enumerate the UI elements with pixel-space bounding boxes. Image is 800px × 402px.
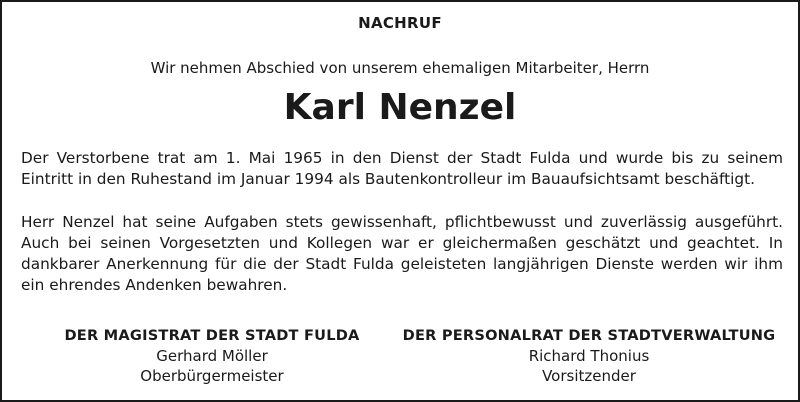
notice-heading: NACHRUF xyxy=(358,14,442,32)
intro-line: Wir nehmen Abschied von unserem ehemaligen Mitarbeiter, Herrn xyxy=(150,59,650,77)
paragraph-tribute: Herr Nenzel hat seine Aufgaben stets gewissenhaft, pflichtbewusst und zuverlässig ausgeführt. Auch bei seinen Vorgesetzten und Kollegen war er gleichermaßen geschätzt und geachtet. In dankbarer Anerkennung für die der Stadt Fulda geleisteten langjährigen Dienste werden wir ihm ein ehrendes Andenken bewahren. xyxy=(21,213,783,294)
deceased-name: Karl Nenzel xyxy=(283,87,517,128)
signature-personalrat xyxy=(394,326,784,386)
signature-title: Oberbürgermeister xyxy=(140,367,284,385)
signature-organization: DER PERSONALRAT DER STADTVERWALTUNG xyxy=(402,327,776,344)
signature-title: Vorsitzender xyxy=(542,367,636,385)
paragraph-service: Der Verstorbene trat am 1. Mai 1965 in den Dienst der Stadt Fulda und wurde bis zu seinem Eintritt in den Ruhestand im Januar 1994 als Bautenkontrolleur im Bauaufsichtsamt beschäftigt. xyxy=(21,149,783,188)
signature-organization: DER MAGISTRAT DER STADT FULDA xyxy=(64,327,360,344)
signature-magistrat xyxy=(22,326,402,386)
signature-person: Gerhard Möller xyxy=(156,347,268,365)
signature-person: Richard Thonius xyxy=(528,347,650,365)
